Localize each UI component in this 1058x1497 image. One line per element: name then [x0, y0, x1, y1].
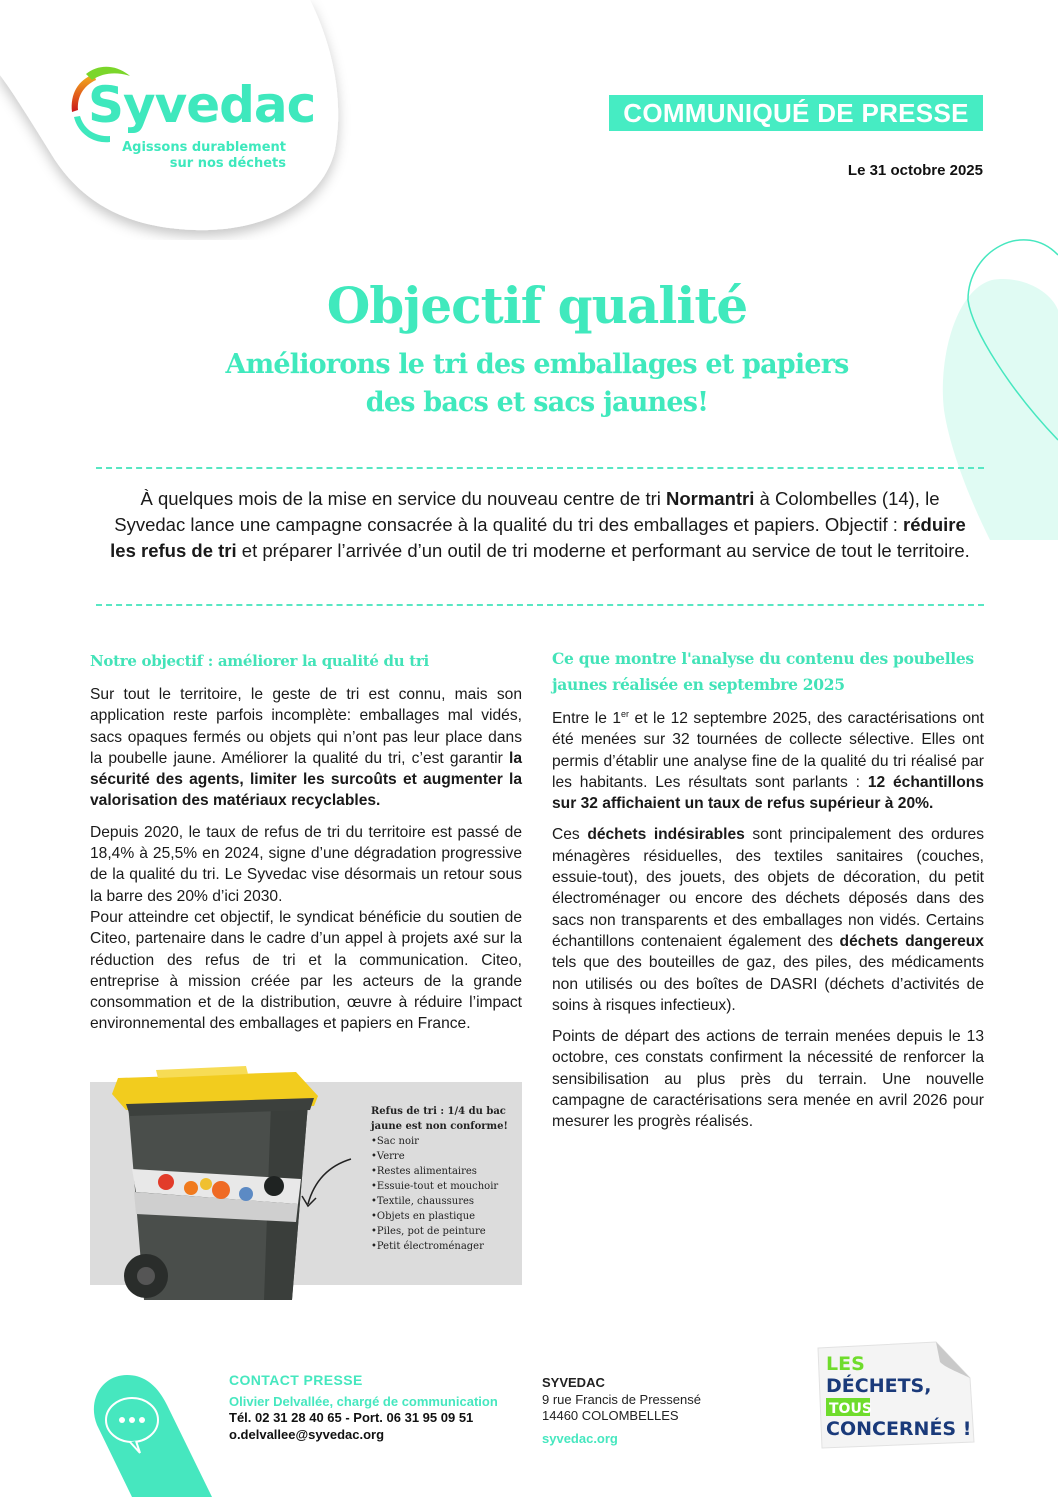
- intro-bold-objective: réduire les refus de tri: [110, 514, 966, 561]
- intro-paragraph: [110, 486, 970, 564]
- logo-wordmark: Syvedac: [88, 76, 316, 134]
- right-paragraph-2: [552, 824, 984, 1016]
- left-paragraph-2: Depuis 2020, le taux de refus de tri du territoire est passé de 18,4% à 25,5% en 2024, signe d’une dégradation progressive de la qualité du tri. Le Syvedac vise désormais un retour sous la barre des 20% d’ici 2030.: [90, 823, 522, 905]
- subtitle-line-1: Améliorons le tri des emballages et papiers: [225, 349, 849, 380]
- org-city: 14460 COLOMBELLES: [542, 1408, 679, 1423]
- refus-item: • Restes alimentaires: [371, 1164, 531, 1179]
- sticker-text-3: TOUS: [829, 1401, 872, 1417]
- refus-item: • Verre: [371, 1149, 531, 1164]
- dashed-divider-bottom: [96, 604, 984, 606]
- logo-tagline-line-2: sur nos déchets: [169, 156, 286, 171]
- left-p1-text: Sur tout le territoire, le geste de tri est connu, mais son application reste parfois incomplète: emballages mal vidés, sacs opaques fermés ou objets qui n’ont pas leur place dans la poubelle jaune. Améliorer la qualité du tri, c’est garantir: [90, 686, 522, 767]
- right-p2-text-b: sont principalement des ordures ménagères résiduelles, des textiles sanitaires (couches, essuie-tout), des jouets, des objets de décoration, du petit électroménager ou encore des déchets déposés dans des sacs non transparents et des emballages non vidés. Certains échantillons contenaient également des: [552, 826, 984, 950]
- sticker-text-1: LES: [826, 1353, 865, 1375]
- dashed-divider-top: [96, 467, 984, 469]
- logo-tagline-line-1: Agissons durablement: [122, 140, 286, 155]
- right-p2-bold-b: déchets dangereux: [839, 932, 984, 950]
- release-date: Le 31 octobre 2025: [847, 162, 983, 179]
- refus-item: • Essuie-tout et mouchoir: [371, 1179, 531, 1194]
- left-paragraph-3: Pour atteindre cet objectif, le syndicat bénéficie du soutien de Citeo, partenaire dans le cadre d’un appel à projets axé sur la réduction des refus de tri et la communication. Citeo, entreprise à mission créée par les acteurs de la grande consommation et de la distribution, œuvre à réduire l’impact environnemental des emballages et papiers en France.: [90, 908, 522, 1033]
- refus-item: • Piles, pot de peinture: [371, 1224, 531, 1239]
- yellow-bin-illustration: [96, 1064, 376, 1314]
- contact-speech-bubble-icon: [92, 1375, 212, 1497]
- contact-email[interactable]: o.delvallee@syvedac.org: [229, 1426, 385, 1442]
- intro-text-1: À quelques mois de la mise en service du nouveau centre de tri: [140, 488, 666, 509]
- press-release-badge: COMMUNIQUÉ DE PRESSE: [609, 95, 983, 131]
- logo-tagline: [66, 140, 286, 172]
- right-paragraph-1: [552, 708, 984, 814]
- refus-list: [371, 1134, 531, 1254]
- subtitle-line-2: des bacs et sacs jaunes!: [365, 387, 709, 418]
- contact-name: Olivier Delvallée, chargé de communication: [229, 1393, 498, 1409]
- refus-item: • Objets en plastique: [371, 1209, 531, 1224]
- left-p1-bold: la sécurité des agents, limiter les surcoûts et augmenter la valorisation des matériaux recyclables.: [90, 749, 522, 810]
- intro-text-2: à Colombelles (14), le Syvedac lance une campagne consacrée à la qualité du tri des emballages et papiers. Objectif :: [114, 488, 940, 535]
- right-p1-text-b: et le 12 septembre 2025, des caractérisations ont été menées sur 32 tournées de collecte sélective. Elles ont permis d’établir une analyse fine de la qualité du tri réalisé par les habitants. Les résultats sont parlants :: [552, 710, 984, 791]
- right-p2-text-c: tels que des bouteilles de gaz, des piles, des médicaments non utilisés ou des boîtes de DASRI (déchets d’activités de soins à risques infectieux).: [552, 954, 984, 1014]
- right-p1-bold: 12 échantillons sur 32 affichaient un taux de refus supérieur à 20%.: [552, 773, 984, 813]
- refus-callout: [371, 1104, 531, 1254]
- page-subtitle: [0, 346, 1058, 422]
- campaign-sticker: [808, 1338, 978, 1450]
- refus-item: • Petit électroménager: [371, 1239, 531, 1254]
- right-column: [552, 646, 984, 1143]
- sticker-text-4: CONCERNÉS !: [826, 1418, 972, 1440]
- right-paragraph-3: Points de départ des actions de terrain menées depuis le 13 octobre, ces constats confirment la nécessité de renforcer la sensibilisation au plus près du terrain. Une nouvelle campagne de caractérisations sera menée en avril 2026 pour mesurer les progrès réalisés.: [552, 1028, 984, 1131]
- press-contact: [229, 1372, 498, 1443]
- contact-title: CONTACT PRESSE: [229, 1372, 363, 1388]
- left-column-heading: Notre objectif : améliorer la qualité du tri: [90, 652, 429, 670]
- refus-title-1: Refus de tri : 1/4 du bac: [371, 1106, 506, 1117]
- contact-phone[interactable]: Tél. 02 31 28 40 65 - Port. 06 31 95 09 51: [229, 1410, 474, 1425]
- right-column-heading: Ce que montre l'analyse du contenu des poubelles jaunes réalisée en septembre 2025: [552, 649, 974, 694]
- org-website-link[interactable]: syvedac.org: [542, 1430, 618, 1446]
- sticker-text-2: DÉCHETS,: [826, 1375, 932, 1397]
- refus-item: • Textile, chaussures: [371, 1194, 531, 1209]
- org-street: 9 rue Francis de Pressensé: [542, 1391, 701, 1407]
- right-p1-text-a: Entre le 1: [552, 710, 622, 727]
- right-p2-text-a: Ces: [552, 826, 588, 844]
- left-paragraph-1: [90, 684, 522, 812]
- left-column: [90, 648, 522, 1045]
- right-p1-sup: er: [621, 708, 630, 719]
- page-title: Objectif qualité: [326, 276, 748, 335]
- refus-title-2: jaune est non conforme!: [371, 1121, 508, 1132]
- organization-address: [542, 1375, 701, 1447]
- intro-text-3: et préparer l’arrivée d’un outil de tri moderne et performant au service de tout le territoire.: [236, 540, 970, 561]
- org-name: SYVEDAC: [542, 1375, 605, 1390]
- refus-item: • Sac noir: [371, 1134, 531, 1149]
- intro-bold-normantri: Normantri: [666, 488, 755, 509]
- right-p2-bold-a: déchets indésirables: [587, 826, 745, 844]
